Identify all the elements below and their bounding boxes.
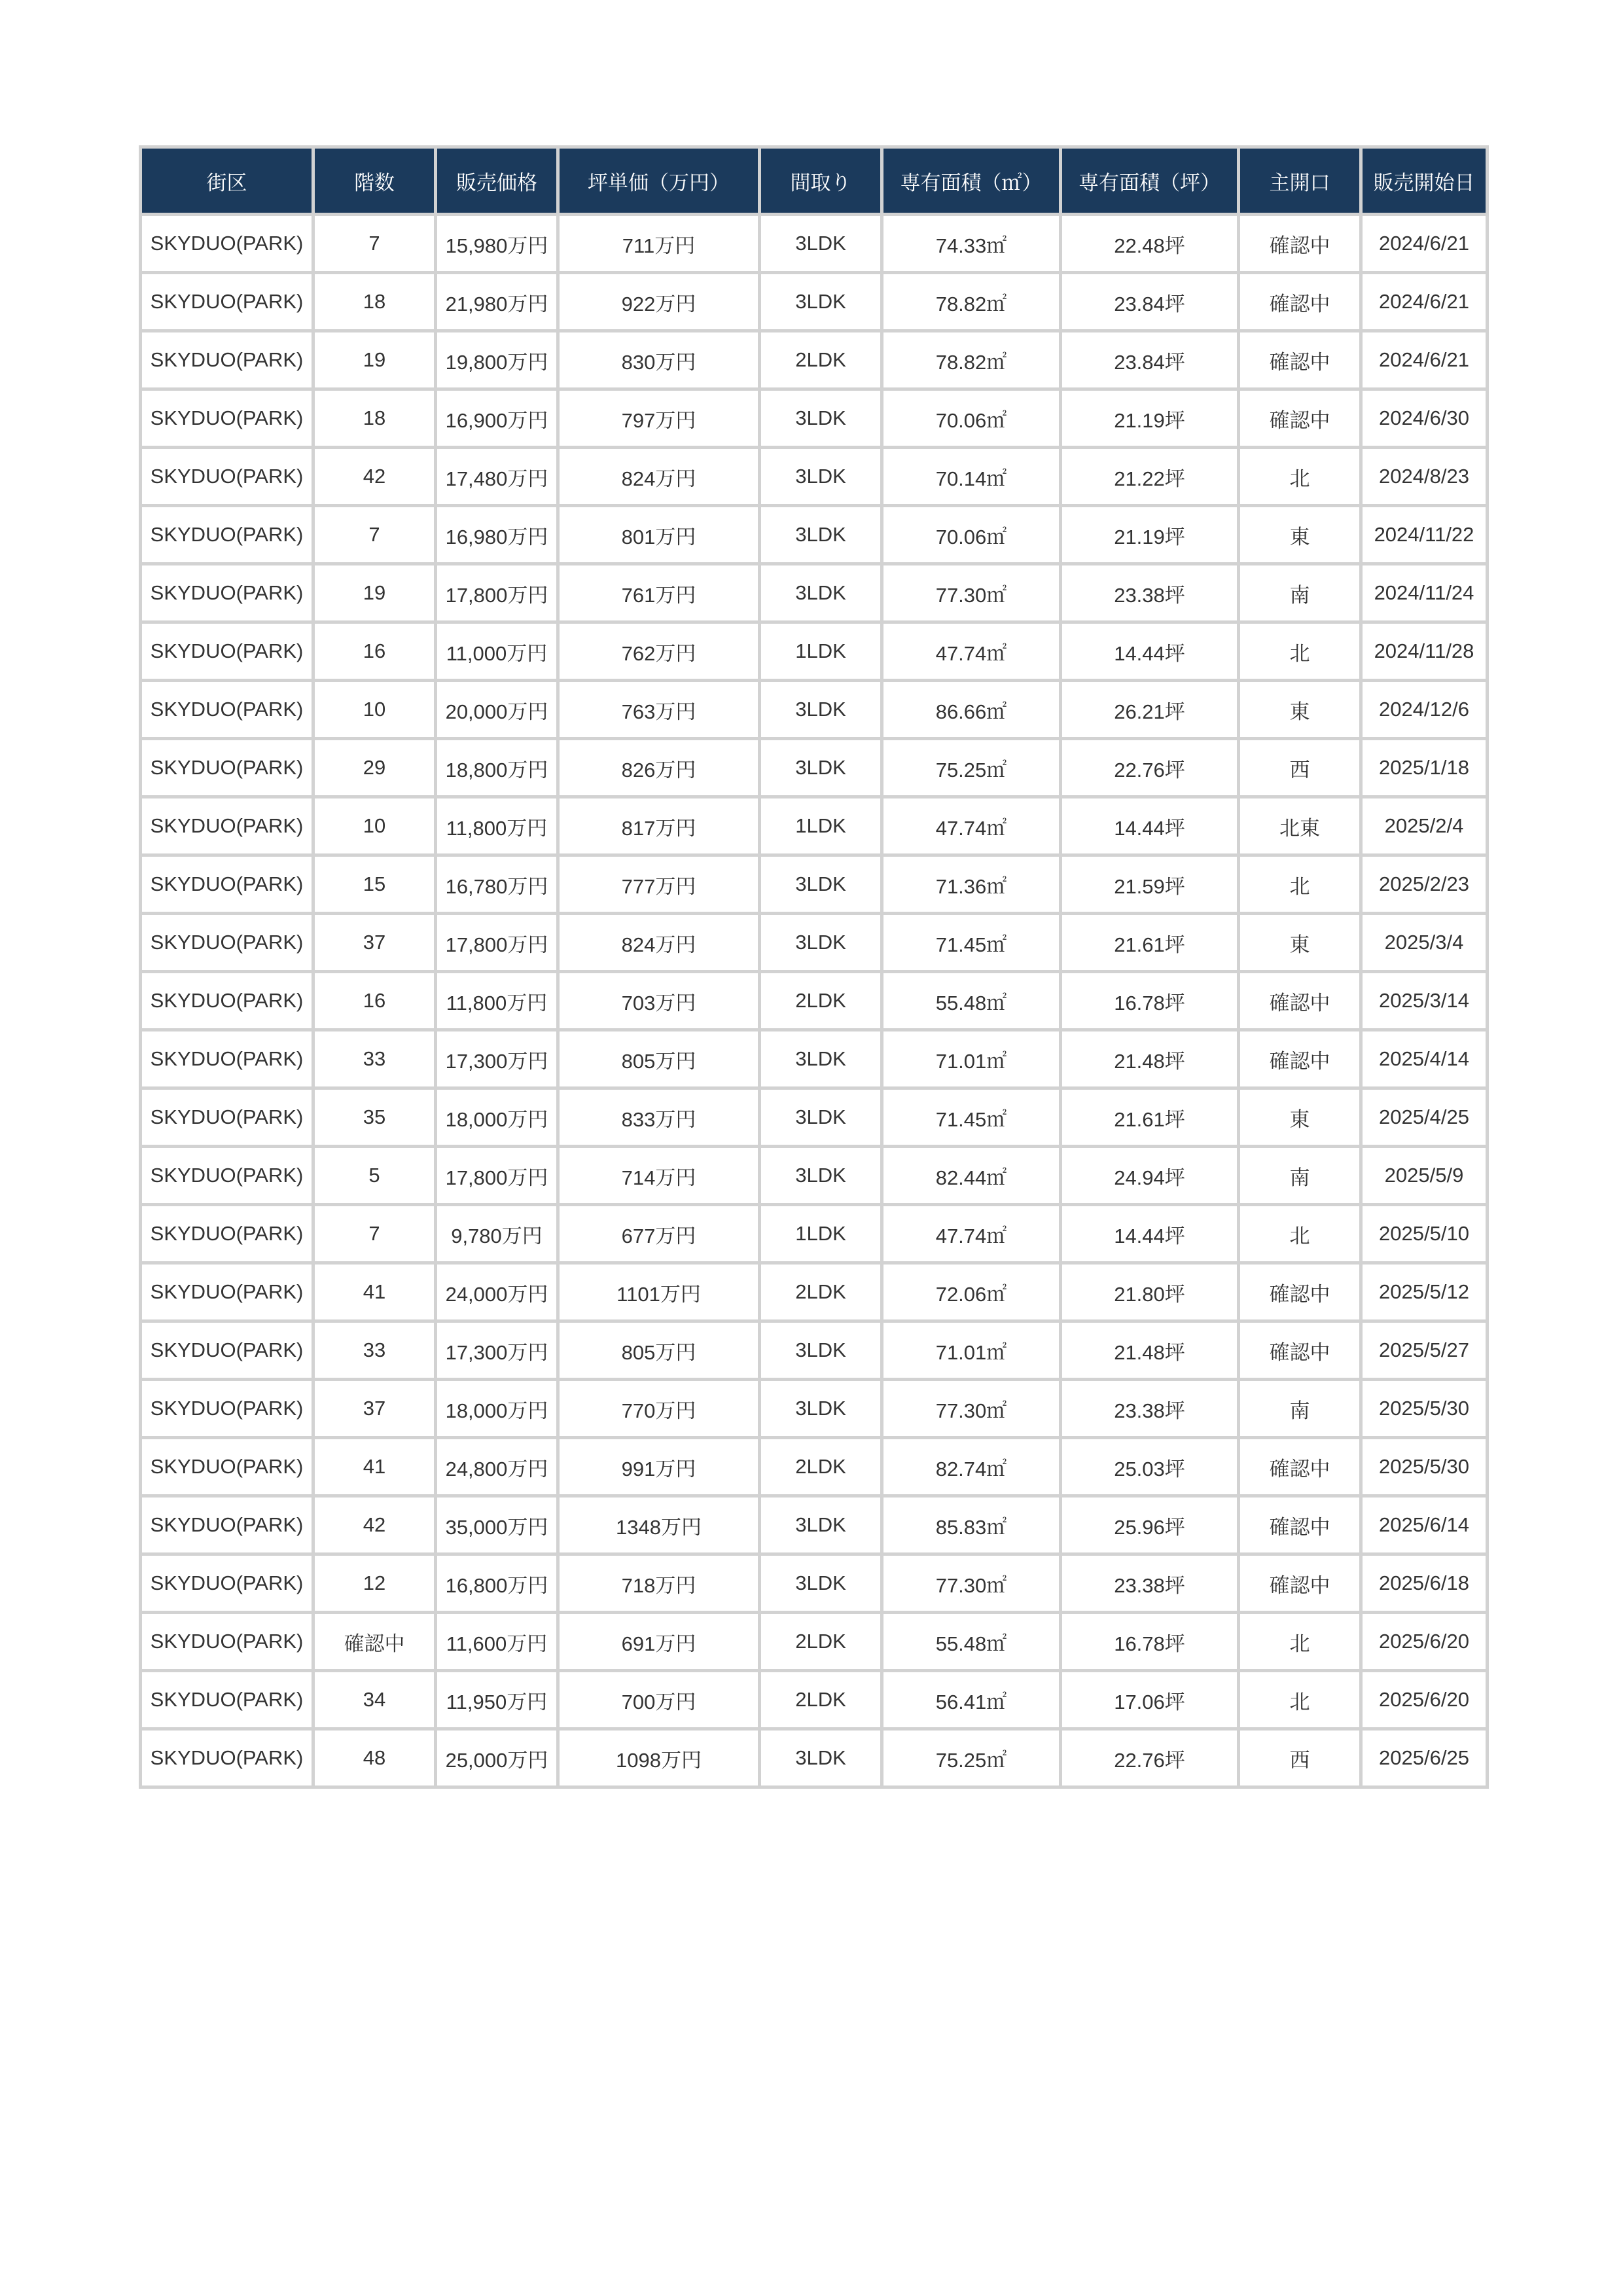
cell-layout: 2LDK — [760, 972, 882, 1030]
cell-area-sqm: 47.74㎡ — [882, 797, 1061, 855]
cell-area-sqm: 55.48㎡ — [882, 1613, 1061, 1671]
cell-area-tsubo: 21.19坪 — [1061, 506, 1239, 564]
cell-opening: 確認中 — [1239, 1030, 1361, 1088]
cell-opening: 東 — [1239, 506, 1361, 564]
cell-price: 17,300万円 — [436, 1321, 558, 1380]
cell-layout: 3LDK — [760, 1729, 882, 1787]
cell-area-sqm: 85.83㎡ — [882, 1496, 1061, 1554]
cell-block: SKYDUO(PARK) — [141, 855, 313, 914]
cell-block: SKYDUO(PARK) — [141, 1671, 313, 1729]
cell-block: SKYDUO(PARK) — [141, 914, 313, 972]
cell-area-tsubo: 26.21坪 — [1061, 681, 1239, 739]
cell-price: 24,800万円 — [436, 1438, 558, 1496]
table-row — [141, 506, 1488, 564]
cell-opening: 東 — [1239, 681, 1361, 739]
cell-opening: 西 — [1239, 739, 1361, 797]
cell-area-sqm: 72.06㎡ — [882, 1263, 1061, 1321]
cell-unit-price: 805万円 — [558, 1321, 760, 1380]
cell-sale-date: 2024/11/28 — [1361, 622, 1488, 681]
cell-area-sqm: 75.25㎡ — [882, 1729, 1061, 1787]
cell-price: 17,480万円 — [436, 448, 558, 506]
column-header-area-sqm: 専有面積（㎡） — [882, 147, 1061, 215]
column-header-unit-price: 坪単価（万円） — [558, 147, 760, 215]
cell-sale-date: 2025/4/14 — [1361, 1030, 1488, 1088]
cell-opening: 確認中 — [1239, 1321, 1361, 1380]
listings-table-container — [139, 145, 1489, 1789]
column-header-area-tsubo: 専有面積（坪） — [1061, 147, 1239, 215]
cell-area-tsubo: 21.48坪 — [1061, 1321, 1239, 1380]
cell-block: SKYDUO(PARK) — [141, 1263, 313, 1321]
cell-sale-date: 2025/6/14 — [1361, 1496, 1488, 1554]
cell-sale-date: 2025/2/4 — [1361, 797, 1488, 855]
table-row — [141, 1613, 1488, 1671]
cell-price: 35,000万円 — [436, 1496, 558, 1554]
cell-layout: 3LDK — [760, 914, 882, 972]
cell-unit-price: 677万円 — [558, 1205, 760, 1263]
cell-price: 11,800万円 — [436, 972, 558, 1030]
cell-unit-price: 824万円 — [558, 448, 760, 506]
cell-layout: 2LDK — [760, 1671, 882, 1729]
cell-block: SKYDUO(PARK) — [141, 1030, 313, 1088]
cell-block: SKYDUO(PARK) — [141, 215, 313, 273]
cell-area-tsubo: 16.78坪 — [1061, 972, 1239, 1030]
cell-price: 17,800万円 — [436, 564, 558, 622]
cell-unit-price: 1348万円 — [558, 1496, 760, 1554]
cell-unit-price: 830万円 — [558, 331, 760, 389]
cell-price: 11,000万円 — [436, 622, 558, 681]
cell-layout: 3LDK — [760, 273, 882, 331]
cell-layout: 3LDK — [760, 215, 882, 273]
cell-price: 11,950万円 — [436, 1671, 558, 1729]
cell-block: SKYDUO(PARK) — [141, 1438, 313, 1496]
cell-block: SKYDUO(PARK) — [141, 1554, 313, 1613]
cell-floor: 42 — [313, 1496, 436, 1554]
cell-opening: 北 — [1239, 855, 1361, 914]
table-row — [141, 1030, 1488, 1088]
cell-block: SKYDUO(PARK) — [141, 1496, 313, 1554]
cell-layout: 2LDK — [760, 1613, 882, 1671]
cell-unit-price: 700万円 — [558, 1671, 760, 1729]
cell-sale-date: 2025/2/23 — [1361, 855, 1488, 914]
cell-opening: 確認中 — [1239, 273, 1361, 331]
cell-sale-date: 2025/6/20 — [1361, 1613, 1488, 1671]
table-row — [141, 215, 1488, 273]
cell-opening: 南 — [1239, 1380, 1361, 1438]
cell-layout: 3LDK — [760, 1321, 882, 1380]
cell-layout: 3LDK — [760, 1380, 882, 1438]
cell-opening: 東 — [1239, 1088, 1361, 1147]
cell-price: 16,900万円 — [436, 389, 558, 448]
cell-opening: 北東 — [1239, 797, 1361, 855]
cell-opening: 確認中 — [1239, 1554, 1361, 1613]
cell-layout: 3LDK — [760, 1030, 882, 1088]
cell-price: 21,980万円 — [436, 273, 558, 331]
cell-floor: 35 — [313, 1088, 436, 1147]
cell-floor: 41 — [313, 1438, 436, 1496]
cell-area-sqm: 71.01㎡ — [882, 1030, 1061, 1088]
cell-unit-price: 991万円 — [558, 1438, 760, 1496]
cell-area-tsubo: 21.80坪 — [1061, 1263, 1239, 1321]
cell-area-tsubo: 21.59坪 — [1061, 855, 1239, 914]
cell-price: 9,780万円 — [436, 1205, 558, 1263]
cell-area-tsubo: 21.48坪 — [1061, 1030, 1239, 1088]
cell-block: SKYDUO(PARK) — [141, 681, 313, 739]
cell-floor: 確認中 — [313, 1613, 436, 1671]
cell-layout: 3LDK — [760, 1088, 882, 1147]
cell-layout: 1LDK — [760, 622, 882, 681]
cell-block: SKYDUO(PARK) — [141, 1613, 313, 1671]
cell-price: 17,800万円 — [436, 914, 558, 972]
cell-opening: 確認中 — [1239, 1496, 1361, 1554]
cell-layout: 3LDK — [760, 855, 882, 914]
cell-floor: 18 — [313, 273, 436, 331]
cell-sale-date: 2024/6/21 — [1361, 331, 1488, 389]
cell-block: SKYDUO(PARK) — [141, 622, 313, 681]
cell-floor: 16 — [313, 622, 436, 681]
cell-layout: 3LDK — [760, 739, 882, 797]
cell-sale-date: 2024/8/23 — [1361, 448, 1488, 506]
cell-sale-date: 2025/5/27 — [1361, 1321, 1488, 1380]
listings-table — [139, 145, 1489, 1789]
cell-unit-price: 761万円 — [558, 564, 760, 622]
column-header-sale-date: 販売開始日 — [1361, 147, 1488, 215]
cell-area-sqm: 77.30㎡ — [882, 564, 1061, 622]
cell-area-sqm: 71.01㎡ — [882, 1321, 1061, 1380]
cell-area-tsubo: 17.06坪 — [1061, 1671, 1239, 1729]
cell-floor: 19 — [313, 564, 436, 622]
cell-floor: 42 — [313, 448, 436, 506]
cell-unit-price: 777万円 — [558, 855, 760, 914]
table-row — [141, 273, 1488, 331]
cell-price: 16,800万円 — [436, 1554, 558, 1613]
cell-floor: 12 — [313, 1554, 436, 1613]
cell-area-tsubo: 14.44坪 — [1061, 797, 1239, 855]
cell-unit-price: 718万円 — [558, 1554, 760, 1613]
cell-area-sqm: 47.74㎡ — [882, 622, 1061, 681]
table-row — [141, 1088, 1488, 1147]
cell-area-sqm: 74.33㎡ — [882, 215, 1061, 273]
cell-floor: 5 — [313, 1147, 436, 1205]
table-row — [141, 1671, 1488, 1729]
cell-sale-date: 2025/4/25 — [1361, 1088, 1488, 1147]
cell-floor: 29 — [313, 739, 436, 797]
cell-unit-price: 1098万円 — [558, 1729, 760, 1787]
cell-sale-date: 2025/5/30 — [1361, 1438, 1488, 1496]
cell-price: 11,800万円 — [436, 797, 558, 855]
cell-opening: 北 — [1239, 448, 1361, 506]
cell-opening: 西 — [1239, 1729, 1361, 1787]
cell-opening: 南 — [1239, 1147, 1361, 1205]
cell-floor: 10 — [313, 681, 436, 739]
cell-sale-date: 2025/5/10 — [1361, 1205, 1488, 1263]
cell-layout: 3LDK — [760, 448, 882, 506]
cell-layout: 3LDK — [760, 389, 882, 448]
table-row — [141, 1263, 1488, 1321]
cell-block: SKYDUO(PARK) — [141, 331, 313, 389]
cell-floor: 37 — [313, 1380, 436, 1438]
table-row — [141, 681, 1488, 739]
cell-block: SKYDUO(PARK) — [141, 1205, 313, 1263]
cell-sale-date: 2024/6/30 — [1361, 389, 1488, 448]
table-row — [141, 622, 1488, 681]
table-row — [141, 1205, 1488, 1263]
column-header-layout: 間取り — [760, 147, 882, 215]
cell-layout: 3LDK — [760, 564, 882, 622]
cell-block: SKYDUO(PARK) — [141, 1147, 313, 1205]
cell-layout: 3LDK — [760, 1496, 882, 1554]
cell-area-tsubo: 21.61坪 — [1061, 914, 1239, 972]
cell-floor: 33 — [313, 1030, 436, 1088]
cell-block: SKYDUO(PARK) — [141, 273, 313, 331]
cell-block: SKYDUO(PARK) — [141, 1729, 313, 1787]
table-row — [141, 914, 1488, 972]
cell-unit-price: 714万円 — [558, 1147, 760, 1205]
table-row — [141, 564, 1488, 622]
cell-layout: 1LDK — [760, 1205, 882, 1263]
cell-sale-date: 2024/11/24 — [1361, 564, 1488, 622]
cell-area-sqm: 77.30㎡ — [882, 1554, 1061, 1613]
cell-floor: 16 — [313, 972, 436, 1030]
cell-area-sqm: 75.25㎡ — [882, 739, 1061, 797]
table-row — [141, 1729, 1488, 1787]
cell-opening: 確認中 — [1239, 1263, 1361, 1321]
cell-area-tsubo: 23.38坪 — [1061, 1380, 1239, 1438]
cell-opening: 北 — [1239, 622, 1361, 681]
cell-unit-price: 922万円 — [558, 273, 760, 331]
cell-price: 24,000万円 — [436, 1263, 558, 1321]
cell-price: 16,780万円 — [436, 855, 558, 914]
cell-unit-price: 762万円 — [558, 622, 760, 681]
cell-area-sqm: 56.41㎡ — [882, 1671, 1061, 1729]
table-body — [141, 215, 1488, 1787]
cell-area-sqm: 71.45㎡ — [882, 914, 1061, 972]
header-row — [141, 147, 1488, 215]
cell-sale-date: 2024/6/21 — [1361, 273, 1488, 331]
cell-block: SKYDUO(PARK) — [141, 448, 313, 506]
cell-layout: 1LDK — [760, 797, 882, 855]
cell-unit-price: 833万円 — [558, 1088, 760, 1147]
cell-area-tsubo: 21.22坪 — [1061, 448, 1239, 506]
cell-opening: 北 — [1239, 1671, 1361, 1729]
cell-block: SKYDUO(PARK) — [141, 1321, 313, 1380]
cell-opening: 北 — [1239, 1613, 1361, 1671]
cell-sale-date: 2024/12/6 — [1361, 681, 1488, 739]
cell-unit-price: 703万円 — [558, 972, 760, 1030]
cell-price: 11,600万円 — [436, 1613, 558, 1671]
cell-area-tsubo: 22.76坪 — [1061, 1729, 1239, 1787]
cell-area-sqm: 82.44㎡ — [882, 1147, 1061, 1205]
cell-opening: 南 — [1239, 564, 1361, 622]
cell-opening: 確認中 — [1239, 331, 1361, 389]
cell-block: SKYDUO(PARK) — [141, 564, 313, 622]
cell-floor: 37 — [313, 914, 436, 972]
cell-layout: 3LDK — [760, 1147, 882, 1205]
cell-block: SKYDUO(PARK) — [141, 1380, 313, 1438]
cell-area-tsubo: 24.94坪 — [1061, 1147, 1239, 1205]
cell-sale-date: 2024/6/21 — [1361, 215, 1488, 273]
cell-price: 18,000万円 — [436, 1380, 558, 1438]
cell-block: SKYDUO(PARK) — [141, 972, 313, 1030]
cell-area-sqm: 70.14㎡ — [882, 448, 1061, 506]
cell-layout: 3LDK — [760, 1554, 882, 1613]
cell-unit-price: 797万円 — [558, 389, 760, 448]
cell-sale-date: 2025/6/18 — [1361, 1554, 1488, 1613]
cell-floor: 10 — [313, 797, 436, 855]
cell-area-tsubo: 23.38坪 — [1061, 564, 1239, 622]
cell-price: 18,000万円 — [436, 1088, 558, 1147]
cell-area-tsubo: 23.84坪 — [1061, 331, 1239, 389]
cell-area-sqm: 70.06㎡ — [882, 389, 1061, 448]
cell-area-sqm: 47.74㎡ — [882, 1205, 1061, 1263]
cell-opening: 東 — [1239, 914, 1361, 972]
cell-sale-date: 2024/11/22 — [1361, 506, 1488, 564]
table-row — [141, 1321, 1488, 1380]
cell-area-tsubo: 22.48坪 — [1061, 215, 1239, 273]
cell-layout: 3LDK — [760, 506, 882, 564]
cell-floor: 15 — [313, 855, 436, 914]
table-row — [141, 1496, 1488, 1554]
cell-floor: 34 — [313, 1671, 436, 1729]
cell-sale-date: 2025/5/30 — [1361, 1380, 1488, 1438]
cell-price: 17,800万円 — [436, 1147, 558, 1205]
cell-area-tsubo: 25.96坪 — [1061, 1496, 1239, 1554]
cell-area-tsubo: 21.61坪 — [1061, 1088, 1239, 1147]
cell-area-tsubo: 14.44坪 — [1061, 622, 1239, 681]
cell-area-sqm: 71.36㎡ — [882, 855, 1061, 914]
cell-block: SKYDUO(PARK) — [141, 797, 313, 855]
cell-area-tsubo: 25.03坪 — [1061, 1438, 1239, 1496]
cell-area-sqm: 70.06㎡ — [882, 506, 1061, 564]
cell-opening: 確認中 — [1239, 215, 1361, 273]
cell-area-sqm: 78.82㎡ — [882, 273, 1061, 331]
cell-layout: 2LDK — [760, 1438, 882, 1496]
cell-price: 20,000万円 — [436, 681, 558, 739]
cell-area-tsubo: 16.78坪 — [1061, 1613, 1239, 1671]
cell-price: 15,980万円 — [436, 215, 558, 273]
table-row — [141, 1380, 1488, 1438]
column-header-floor: 階数 — [313, 147, 436, 215]
cell-floor: 19 — [313, 331, 436, 389]
cell-area-tsubo: 23.38坪 — [1061, 1554, 1239, 1613]
table-row — [141, 855, 1488, 914]
column-header-opening: 主開口 — [1239, 147, 1361, 215]
table-row — [141, 1554, 1488, 1613]
cell-sale-date: 2025/3/14 — [1361, 972, 1488, 1030]
cell-floor: 7 — [313, 506, 436, 564]
cell-price: 19,800万円 — [436, 331, 558, 389]
column-header-price: 販売価格 — [436, 147, 558, 215]
cell-unit-price: 805万円 — [558, 1030, 760, 1088]
table-row — [141, 1147, 1488, 1205]
cell-sale-date: 2025/6/20 — [1361, 1671, 1488, 1729]
cell-unit-price: 770万円 — [558, 1380, 760, 1438]
cell-area-sqm: 82.74㎡ — [882, 1438, 1061, 1496]
cell-area-tsubo: 22.76坪 — [1061, 739, 1239, 797]
table-row — [141, 739, 1488, 797]
cell-price: 17,300万円 — [436, 1030, 558, 1088]
cell-floor: 33 — [313, 1321, 436, 1380]
cell-opening: 確認中 — [1239, 1438, 1361, 1496]
cell-area-tsubo: 14.44坪 — [1061, 1205, 1239, 1263]
cell-price: 25,000万円 — [436, 1729, 558, 1787]
cell-unit-price: 826万円 — [558, 739, 760, 797]
cell-area-tsubo: 21.19坪 — [1061, 389, 1239, 448]
cell-area-tsubo: 23.84坪 — [1061, 273, 1239, 331]
cell-sale-date: 2025/5/12 — [1361, 1263, 1488, 1321]
cell-floor: 7 — [313, 215, 436, 273]
cell-layout: 2LDK — [760, 331, 882, 389]
cell-unit-price: 691万円 — [558, 1613, 760, 1671]
cell-block: SKYDUO(PARK) — [141, 1088, 313, 1147]
cell-opening: 確認中 — [1239, 389, 1361, 448]
cell-area-sqm: 86.66㎡ — [882, 681, 1061, 739]
cell-price: 18,800万円 — [436, 739, 558, 797]
table-row — [141, 331, 1488, 389]
cell-sale-date: 2025/1/18 — [1361, 739, 1488, 797]
cell-block: SKYDUO(PARK) — [141, 739, 313, 797]
cell-layout: 2LDK — [760, 1263, 882, 1321]
cell-unit-price: 801万円 — [558, 506, 760, 564]
cell-unit-price: 824万円 — [558, 914, 760, 972]
cell-sale-date: 2025/3/4 — [1361, 914, 1488, 972]
cell-area-sqm: 78.82㎡ — [882, 331, 1061, 389]
cell-floor: 41 — [313, 1263, 436, 1321]
cell-sale-date: 2025/6/25 — [1361, 1729, 1488, 1787]
cell-unit-price: 711万円 — [558, 215, 760, 273]
table-row — [141, 797, 1488, 855]
cell-opening: 北 — [1239, 1205, 1361, 1263]
cell-price: 16,980万円 — [436, 506, 558, 564]
cell-opening: 確認中 — [1239, 972, 1361, 1030]
cell-area-sqm: 77.30㎡ — [882, 1380, 1061, 1438]
cell-floor: 7 — [313, 1205, 436, 1263]
cell-block: SKYDUO(PARK) — [141, 389, 313, 448]
cell-area-sqm: 71.45㎡ — [882, 1088, 1061, 1147]
cell-floor: 18 — [313, 389, 436, 448]
column-header-block: 街区 — [141, 147, 313, 215]
cell-unit-price: 1101万円 — [558, 1263, 760, 1321]
cell-layout: 3LDK — [760, 681, 882, 739]
cell-sale-date: 2025/5/9 — [1361, 1147, 1488, 1205]
table-header — [141, 147, 1488, 215]
table-row — [141, 1438, 1488, 1496]
cell-unit-price: 763万円 — [558, 681, 760, 739]
cell-area-sqm: 55.48㎡ — [882, 972, 1061, 1030]
table-row — [141, 448, 1488, 506]
cell-block: SKYDUO(PARK) — [141, 506, 313, 564]
cell-floor: 48 — [313, 1729, 436, 1787]
cell-unit-price: 817万円 — [558, 797, 760, 855]
table-row — [141, 389, 1488, 448]
table-row — [141, 972, 1488, 1030]
